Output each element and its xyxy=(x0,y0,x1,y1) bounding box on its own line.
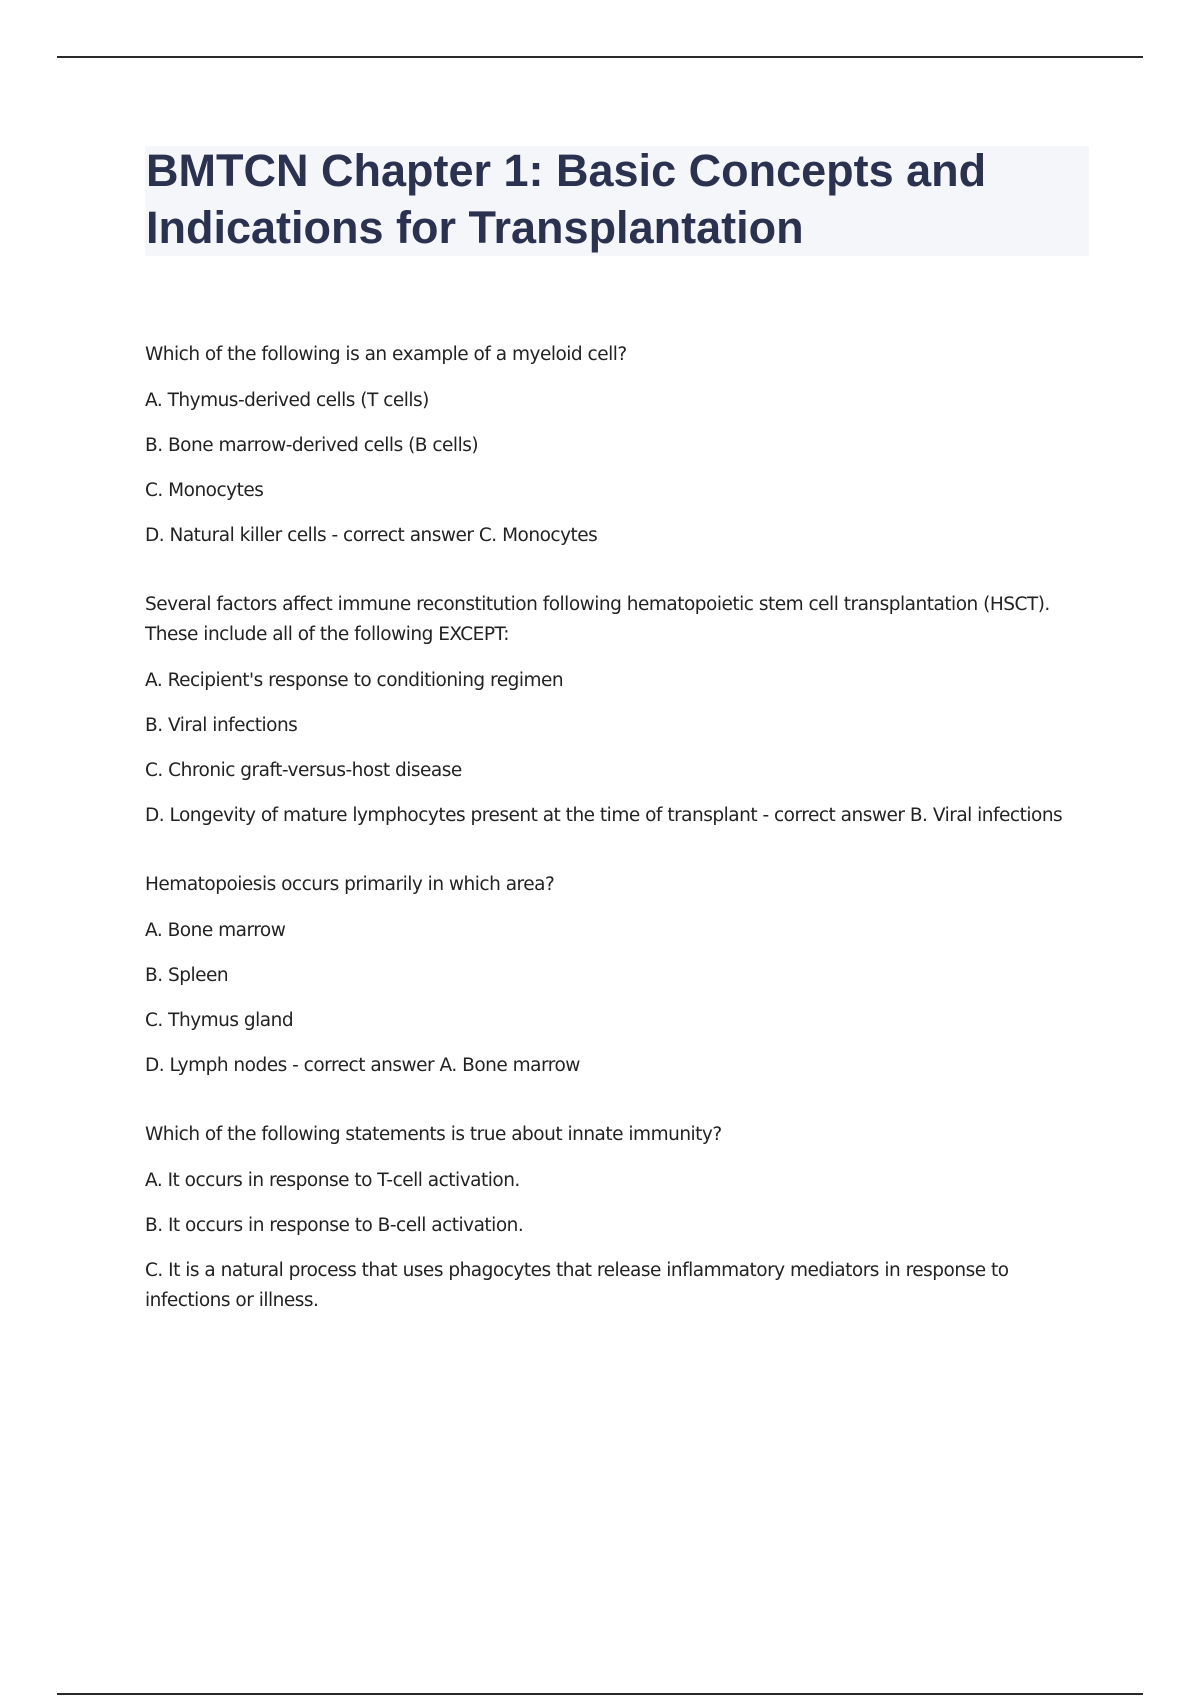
answer-option: A. Bone marrow xyxy=(145,920,286,941)
question-block xyxy=(145,1120,1090,1316)
answer-option: B. Viral infections xyxy=(145,715,298,736)
answer-option: C. Chronic graft-versus-host disease xyxy=(145,760,462,781)
page-title: BMTCN Chapter 1: Basic Concepts and Indications for Transplantation xyxy=(146,145,987,253)
answer-option: B. Spleen xyxy=(145,965,229,986)
answer-option: B. It occurs in response to B-cell activation. xyxy=(145,1215,524,1236)
question-text: Several factors affect immune reconstitution following hematopoietic stem cell transplantation (HSCT). These include all of the following EXCEPT: xyxy=(145,594,1050,645)
question-text: Which of the following is an example of a myeloid cell? xyxy=(145,344,627,365)
question-text: Hematopoiesis occurs primarily in which area? xyxy=(145,874,555,895)
answer-option: C. It is a natural process that uses phagocytes that release inflammatory mediators in response to infections or illness. xyxy=(145,1260,1009,1311)
question-block xyxy=(145,590,1090,831)
answer-option: C. Thymus gland xyxy=(145,1010,294,1031)
answer-option: A. Recipient's response to conditioning regimen xyxy=(145,670,564,691)
footer-rule xyxy=(57,1693,1143,1695)
answer-option: A. It occurs in response to T-cell activation. xyxy=(145,1170,520,1191)
answer-option: D. Natural killer cells - correct answer C. Monocytes xyxy=(145,525,598,546)
answer-option: D. Longevity of mature lymphocytes present at the time of transplant - correct answer B. Viral infections xyxy=(145,805,1063,826)
answer-option: B. Bone marrow-derived cells (B cells) xyxy=(145,435,479,456)
answer-option: C. Monocytes xyxy=(145,480,264,501)
question-block xyxy=(145,870,1090,1081)
question-text: Which of the following statements is true about innate immunity? xyxy=(145,1124,722,1145)
answer-option: D. Lymph nodes - correct answer A. Bone marrow xyxy=(145,1055,580,1076)
header-rule xyxy=(57,56,1143,58)
answer-option: A. Thymus-derived cells (T cells) xyxy=(145,390,429,411)
question-block xyxy=(145,340,1090,551)
question-list xyxy=(145,340,1090,1355)
